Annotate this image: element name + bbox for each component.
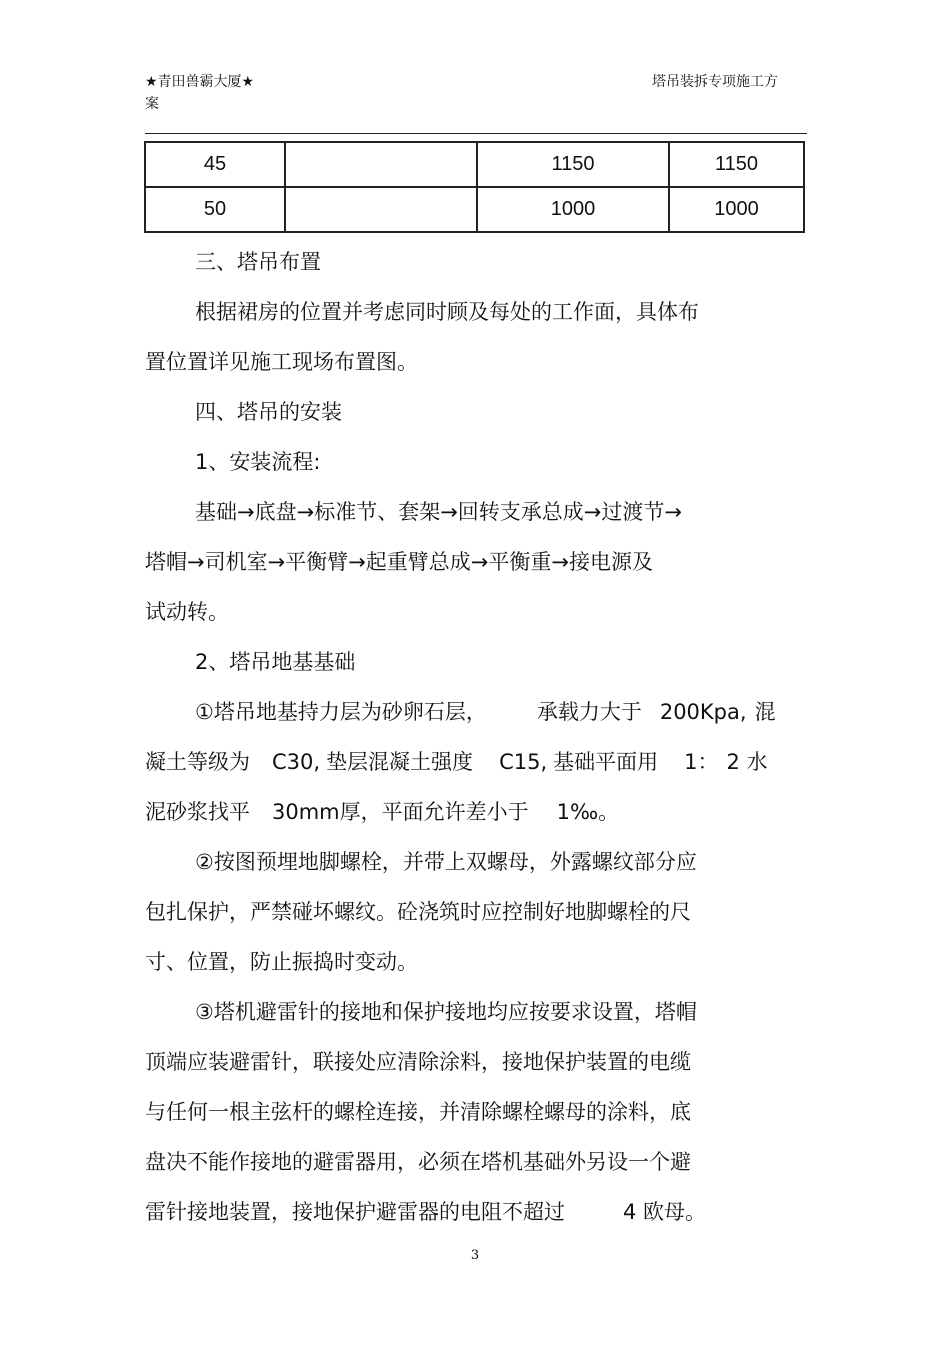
paragraph-line: 与任何一根主弦杆的螺栓连接，并清除螺栓螺母的涂料，底	[145, 1100, 691, 1124]
paragraph-line: 试动转。	[145, 600, 229, 624]
table-cell: 1150	[477, 142, 669, 187]
section-heading: 三、塔吊布置	[195, 250, 321, 274]
table-cell: 50	[145, 187, 285, 232]
table-cell: 1000	[477, 187, 669, 232]
paragraph-line	[145, 787, 810, 837]
header-project-title: ★青田兽霸大厦★	[145, 74, 255, 90]
text-run: 1：	[684, 750, 719, 774]
header-divider	[145, 133, 807, 134]
data-table	[144, 141, 805, 233]
paragraph-line: 寸、位置，防止振捣时变动。	[145, 950, 418, 974]
table-row	[145, 187, 804, 232]
table-cell: 1000	[669, 187, 804, 232]
paragraph-line	[145, 687, 810, 737]
paragraph-line	[145, 737, 810, 787]
text-run: 混	[754, 700, 776, 724]
section-heading: 四、塔吊的安装	[195, 400, 342, 424]
paragraph-line	[145, 1187, 810, 1237]
text-run: 30mm厚，平面允许差小于	[272, 800, 529, 824]
paragraph-line: 根据裙房的位置并考虑同时顾及每处的工作面，具体布	[195, 300, 699, 324]
table-cell: 45	[145, 142, 285, 187]
text-run: 承载力大于	[536, 700, 642, 724]
table-cell: 1150	[669, 142, 804, 187]
table-cell	[285, 187, 477, 232]
paragraph-line: 盘决不能作接地的避雷器用，必须在塔机基础外另设一个避	[145, 1150, 691, 1174]
text-run: 200Kpa,	[659, 700, 747, 724]
paragraph-line: 基础→底盘→标准节、套架→回转支承总成→过渡节→	[195, 500, 682, 524]
paragraph-line: 塔帽→司机室→平衡臂→起重臂总成→平衡重→接电源及	[145, 550, 653, 574]
text-run: C30,	[272, 750, 321, 774]
text-run: 基础平面用	[553, 750, 659, 774]
page-header-left	[145, 71, 254, 115]
table-row	[145, 142, 804, 187]
header-document-title: 塔吊装拆专项施工方	[652, 74, 778, 90]
text-run: 2 水	[726, 750, 768, 774]
text-run: 凝土等级为	[145, 750, 250, 774]
text-run: 4 欧母。	[623, 1200, 707, 1224]
paragraph-line: 置位置详见施工现场布置图。	[145, 350, 418, 374]
text-run: 雷针接地装置，接地保护避雷器的电阻不超过	[145, 1200, 565, 1224]
header-project-title-wrap: 案	[145, 96, 159, 112]
table-cell	[285, 142, 477, 187]
text-run: 泥砂浆找平	[145, 800, 250, 824]
paragraph-line: ②按图预埋地脚螺栓，并带上双螺母，外露螺纹部分应	[195, 850, 697, 874]
text-run: ①塔吊地基持力层为砂卵石层，	[195, 700, 487, 724]
paragraph-line: ③塔机避雷针的接地和保护接地均应按要求设置，塔帽	[195, 1000, 697, 1024]
page-number: 3	[470, 1248, 480, 1263]
paragraph-line: 包扎保护，严禁碰坏螺纹。砼浇筑时应控制好地脚螺栓的尺	[145, 900, 691, 924]
body-text	[145, 237, 810, 1237]
subsection-heading: 1、安装流程:	[195, 450, 321, 474]
text-run: C15,	[499, 750, 548, 774]
subsection-heading: 2、塔吊地基基础	[195, 650, 356, 674]
text-run: 垫层混凝土强度	[326, 750, 474, 774]
paragraph-line: 顶端应装避雷针，联接处应清除涂料，接地保护装置的电缆	[145, 1050, 691, 1074]
text-run: 1‰。	[556, 800, 620, 824]
